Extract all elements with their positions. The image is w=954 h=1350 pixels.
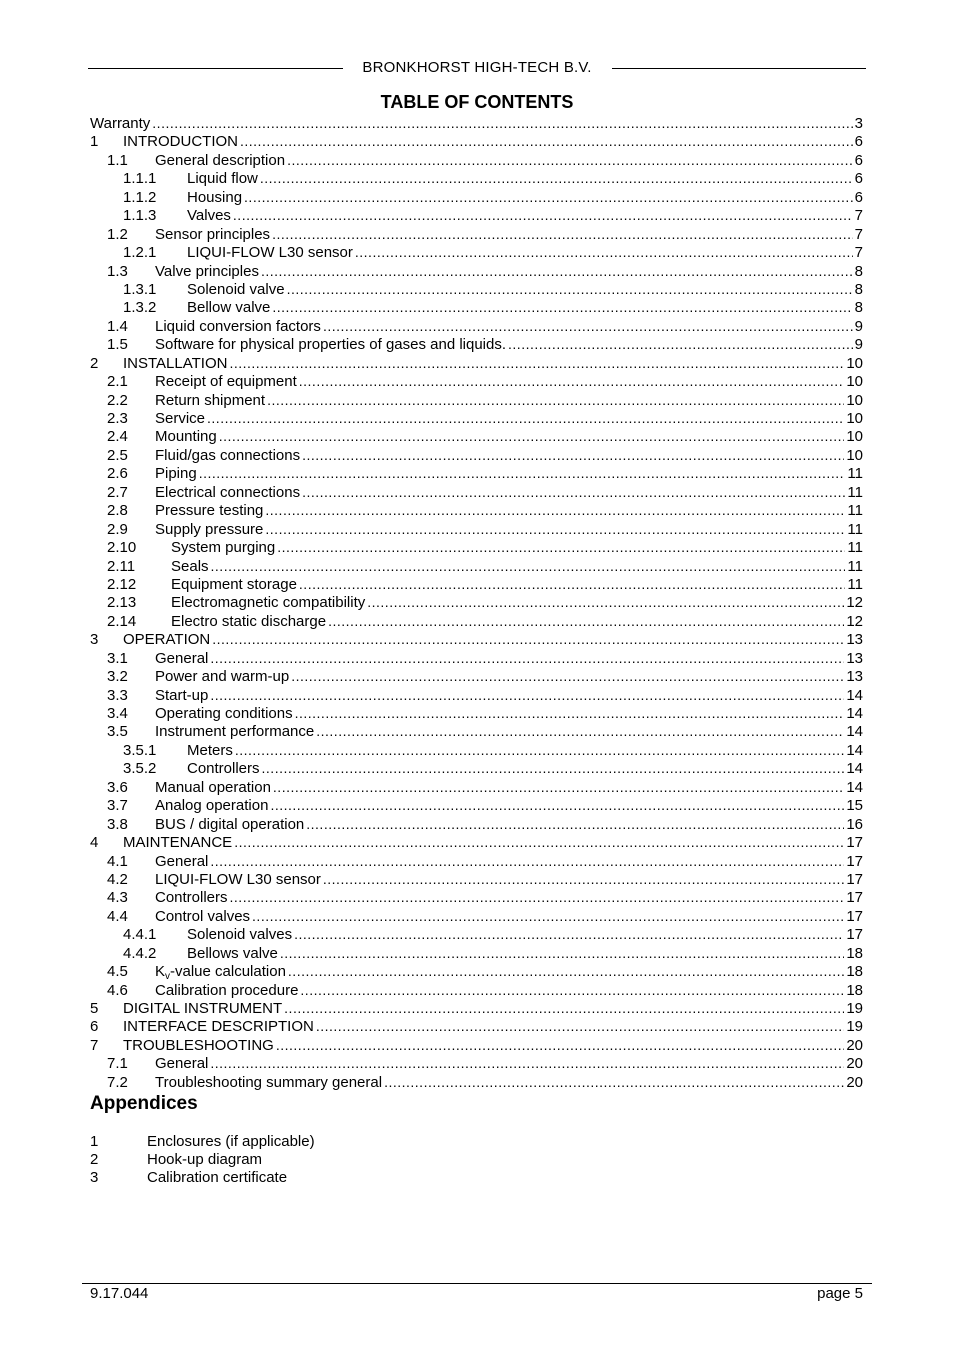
toc-entry-page: 14 bbox=[846, 705, 863, 722]
toc-entry-page: 19 bbox=[846, 1000, 863, 1017]
toc-entry-title: Solenoid valve bbox=[187, 280, 285, 298]
table-of-contents bbox=[90, 114, 863, 1091]
toc-entry-page: 3 bbox=[854, 115, 863, 132]
toc-entry-number: 3.7 bbox=[107, 797, 128, 815]
toc-entry[interactable] bbox=[90, 741, 863, 759]
toc-entry-number: 4.4.2 bbox=[123, 944, 157, 962]
footer-rule bbox=[82, 1283, 872, 1284]
toc-entry-number: 1.1.2 bbox=[123, 188, 157, 206]
toc-entry[interactable] bbox=[90, 759, 863, 777]
toc-entry[interactable] bbox=[90, 870, 863, 888]
toc-dot-leader bbox=[355, 243, 853, 261]
toc-dot-leader bbox=[265, 501, 845, 519]
toc-entry-number: 2.1 bbox=[107, 373, 128, 391]
toc-entry-number: 3.2 bbox=[107, 668, 128, 686]
toc-entry-title: System purging bbox=[171, 539, 276, 557]
toc-entry[interactable] bbox=[90, 391, 863, 409]
toc-entry-page: 15 bbox=[846, 797, 863, 815]
toc-entry[interactable] bbox=[90, 114, 863, 132]
toc-entry-page: 10 bbox=[846, 373, 863, 391]
toc-entry[interactable] bbox=[90, 704, 863, 722]
toc-dot-leader bbox=[199, 464, 846, 482]
toc-dot-leader bbox=[267, 391, 844, 409]
toc-entry-page: 11 bbox=[847, 575, 863, 593]
toc-entry-number: 2.3 bbox=[107, 410, 128, 427]
toc-entry[interactable] bbox=[90, 1017, 863, 1035]
toc-entry-page: 14 bbox=[846, 723, 863, 741]
toc-entry-number: 6 bbox=[90, 1018, 99, 1036]
appendix-item bbox=[90, 1169, 315, 1187]
toc-entry-number: 3.1 bbox=[107, 649, 128, 667]
toc-dot-leader bbox=[230, 888, 845, 906]
toc-entry-page: 11 bbox=[847, 520, 863, 538]
toc-entry-title: Fluid/gas connections bbox=[155, 446, 301, 464]
toc-entry-page: 18 bbox=[846, 944, 863, 962]
toc-entry[interactable] bbox=[90, 1073, 863, 1091]
toc-entry-page: 10 bbox=[846, 428, 863, 446]
toc-entry-page: 13 bbox=[846, 668, 863, 686]
toc-entry-page: 9 bbox=[854, 317, 863, 335]
toc-dot-leader bbox=[302, 483, 845, 501]
toc-entry-title: Bellow valve bbox=[187, 299, 271, 317]
toc-entry[interactable] bbox=[90, 630, 863, 648]
toc-dot-leader bbox=[262, 759, 845, 777]
toc-entry[interactable] bbox=[90, 686, 863, 704]
toc-dot-leader bbox=[235, 741, 844, 759]
toc-dot-leader bbox=[291, 667, 844, 685]
toc-dot-leader bbox=[273, 778, 844, 796]
appendix-item bbox=[90, 1133, 315, 1151]
toc-entry-title: Calibration procedure bbox=[155, 981, 299, 999]
toc-entry-title: Valve principles bbox=[155, 262, 259, 280]
toc-entry-title: Service bbox=[155, 410, 206, 427]
toc-entry-number: 2.14 bbox=[107, 612, 137, 630]
toc-entry-number: 4.1 bbox=[107, 852, 128, 870]
toc-entry-title: Bellows valve bbox=[187, 944, 278, 962]
toc-entry-page: 13 bbox=[846, 631, 863, 649]
toc-entry-page: 6 bbox=[854, 170, 863, 188]
toc-entry-page: 20 bbox=[846, 1055, 863, 1073]
toc-entry[interactable] bbox=[90, 501, 863, 519]
toc-entry-number: 1.2.1 bbox=[123, 244, 157, 262]
toc-dot-leader bbox=[229, 354, 844, 372]
toc-entry-number: 3.3 bbox=[107, 686, 128, 704]
toc-dot-leader bbox=[508, 335, 853, 353]
toc-entry[interactable] bbox=[90, 722, 863, 740]
toc-entry-title: Electro static discharge bbox=[171, 612, 327, 630]
toc-entry[interactable] bbox=[90, 999, 863, 1017]
toc-entry-title: Valves bbox=[187, 207, 231, 225]
toc-entry[interactable] bbox=[90, 225, 863, 243]
appendix-label: Hook-up diagram bbox=[147, 1151, 263, 1169]
toc-entry-page: 10 bbox=[846, 446, 863, 464]
toc-dot-leader bbox=[367, 593, 844, 611]
toc-entry-title: Sensor principles bbox=[155, 225, 271, 243]
toc-dot-leader bbox=[272, 298, 852, 316]
toc-entry[interactable] bbox=[90, 427, 863, 445]
toc-entry[interactable] bbox=[90, 593, 863, 611]
toc-entry-page: 14 bbox=[846, 741, 863, 759]
toc-entry-number: 1.1.3 bbox=[123, 207, 157, 225]
footer-page-number: page 5 bbox=[817, 1285, 863, 1302]
toc-entry-title: Operating conditions bbox=[155, 705, 293, 722]
header-company-name: BRONKHORST HIGH-TECH B.V. bbox=[362, 59, 592, 76]
toc-dot-leader bbox=[328, 612, 844, 630]
toc-entry[interactable] bbox=[90, 907, 863, 925]
toc-entry[interactable] bbox=[90, 1054, 863, 1072]
toc-entry-page: 9 bbox=[854, 336, 863, 354]
toc-entry-number: 4.2 bbox=[107, 870, 128, 888]
toc-dot-leader bbox=[323, 317, 853, 335]
toc-entry-page: 8 bbox=[854, 280, 863, 298]
appendix-number: 3 bbox=[90, 1169, 99, 1187]
toc-entry[interactable] bbox=[90, 317, 863, 335]
toc-entry-title: Manual operation bbox=[155, 778, 271, 796]
toc-entry-number: 2.12 bbox=[107, 575, 137, 593]
toc-entry-title: Controllers bbox=[155, 889, 228, 907]
toc-dot-leader bbox=[211, 557, 846, 575]
toc-entry-title-subscript: v bbox=[165, 971, 171, 983]
toc-entry-number: 1.1.1 bbox=[123, 170, 157, 188]
toc-dot-leader bbox=[306, 815, 844, 833]
toc-entry-title: General bbox=[155, 1055, 209, 1073]
toc-entry-title: Housing bbox=[187, 188, 243, 206]
toc-entry[interactable] bbox=[90, 575, 863, 593]
toc-entry[interactable] bbox=[90, 372, 863, 390]
toc-entry-page: 18 bbox=[846, 981, 863, 999]
toc-entry-number: 4 bbox=[90, 834, 99, 852]
toc-entry-number: 2.9 bbox=[107, 520, 128, 538]
toc-entry-title: Meters bbox=[187, 741, 233, 759]
toc-entry[interactable] bbox=[90, 280, 863, 298]
toc-dot-leader bbox=[287, 280, 853, 298]
toc-entry-title: Instrument performance bbox=[155, 723, 315, 741]
toc-entry-number: 1.2 bbox=[107, 225, 128, 243]
appendix-number: 2 bbox=[90, 1151, 99, 1169]
toc-entry-title: Receipt of equipment bbox=[155, 373, 297, 391]
toc-entry-page: 20 bbox=[846, 1073, 863, 1091]
toc-dot-leader bbox=[316, 1017, 844, 1035]
toc-entry[interactable] bbox=[90, 981, 863, 999]
toc-entry-title: Supply pressure bbox=[155, 520, 264, 538]
toc-dot-leader bbox=[260, 169, 853, 187]
toc-entry-title: Software for physical properties of gases and liquids. bbox=[155, 336, 507, 354]
toc-entry-page: 16 bbox=[846, 815, 863, 833]
toc-entry-page: 8 bbox=[854, 299, 863, 317]
toc-entry[interactable] bbox=[90, 520, 863, 538]
toc-entry[interactable] bbox=[90, 852, 863, 870]
toc-entry[interactable] bbox=[90, 778, 863, 796]
toc-entry-title: Troubleshooting summary general bbox=[155, 1073, 383, 1091]
toc-entry-title: Equipment storage bbox=[171, 575, 297, 593]
toc-dot-leader bbox=[280, 944, 844, 962]
toc-dot-leader bbox=[210, 686, 844, 704]
toc-entry-page: 14 bbox=[846, 778, 863, 796]
toc-entry-title: INTRODUCTION bbox=[123, 133, 238, 151]
toc-entry-title: General bbox=[155, 852, 209, 870]
toc-entry-page: 8 bbox=[854, 262, 863, 280]
page-header bbox=[88, 58, 866, 78]
toc-entry-number: 7.1 bbox=[107, 1055, 128, 1073]
toc-entry-number: 2 bbox=[90, 354, 99, 372]
toc-dot-leader bbox=[284, 999, 844, 1017]
toc-entry-title: OPERATION bbox=[123, 631, 211, 649]
toc-entry-title: Mounting bbox=[155, 428, 217, 446]
toc-entry-title: INSTALLATION bbox=[123, 354, 228, 372]
toc-entry[interactable] bbox=[90, 446, 863, 464]
toc-entry-page: 14 bbox=[846, 686, 863, 704]
toc-entry-number: 4.4.1 bbox=[123, 926, 157, 944]
toc-entry-page: 19 bbox=[846, 1018, 863, 1036]
toc-entry[interactable] bbox=[90, 1036, 863, 1054]
toc-entry-page: 10 bbox=[846, 391, 863, 409]
toc-dot-leader bbox=[265, 520, 845, 538]
toc-entry[interactable] bbox=[90, 262, 863, 280]
toc-entry-page: 17 bbox=[846, 852, 863, 870]
toc-entry-page: 11 bbox=[847, 465, 863, 483]
toc-entry-number: 2.5 bbox=[107, 446, 128, 464]
toc-dot-leader bbox=[234, 833, 844, 851]
toc-entry-page: 6 bbox=[854, 188, 863, 206]
toc-entry-number: 1.3.2 bbox=[123, 299, 157, 317]
toc-entry-number: 1.5 bbox=[107, 336, 128, 354]
toc-dot-leader bbox=[252, 907, 844, 925]
toc-dot-leader bbox=[287, 151, 853, 169]
toc-dot-leader bbox=[299, 575, 846, 593]
toc-entry-title: LIQUI-FLOW L30 sensor bbox=[187, 244, 353, 262]
toc-dot-leader bbox=[210, 852, 844, 870]
toc-entry-title: Return shipment bbox=[155, 391, 266, 409]
toc-entry-page: 20 bbox=[846, 1036, 863, 1054]
toc-entry-title: MAINTENANCE bbox=[123, 834, 233, 852]
toc-entry-number: 2.13 bbox=[107, 594, 137, 612]
appendices-title: Appendices bbox=[90, 1093, 198, 1114]
toc-entry[interactable] bbox=[90, 464, 863, 482]
toc-dot-leader bbox=[244, 188, 853, 206]
toc-entry-page: 13 bbox=[846, 649, 863, 667]
toc-entry-title: Warranty bbox=[90, 115, 151, 132]
toc-entry-title: Solenoid valves bbox=[187, 926, 293, 944]
toc-entry[interactable] bbox=[90, 354, 863, 372]
toc-entry[interactable] bbox=[90, 815, 863, 833]
toc-entry-page: 12 bbox=[846, 594, 863, 612]
toc-entry-page: 12 bbox=[846, 612, 863, 630]
toc-entry[interactable] bbox=[90, 925, 863, 943]
toc-dot-leader bbox=[276, 1036, 844, 1054]
toc-entry-number: 1.1 bbox=[107, 151, 128, 169]
toc-entry[interactable] bbox=[90, 796, 863, 814]
toc-entry-title: Controllers bbox=[187, 760, 260, 778]
footer-doc-number: 9.17.044 bbox=[90, 1285, 149, 1302]
toc-entry-number: 1.3.1 bbox=[123, 280, 157, 298]
toc-dot-leader bbox=[212, 630, 844, 648]
toc-entry-number: 4.5 bbox=[107, 963, 128, 981]
toc-entry-number: 3 bbox=[90, 631, 99, 649]
toc-entry-number: 3.5.1 bbox=[123, 741, 157, 759]
toc-entry-number: 5 bbox=[90, 1000, 99, 1017]
toc-dot-leader bbox=[261, 262, 853, 280]
toc-dot-leader bbox=[240, 132, 853, 150]
toc-entry[interactable] bbox=[90, 833, 863, 851]
toc-entry-number: 2.8 bbox=[107, 502, 128, 520]
toc-dot-leader bbox=[294, 925, 844, 943]
toc-dot-leader bbox=[300, 981, 844, 999]
toc-entry-number: 2.7 bbox=[107, 483, 128, 501]
toc-entry-number: 7 bbox=[90, 1036, 99, 1054]
toc-entry-page: 11 bbox=[847, 557, 863, 575]
toc-dot-leader bbox=[210, 1054, 844, 1072]
toc-entry-page: 10 bbox=[846, 410, 863, 427]
toc-dot-leader bbox=[323, 870, 844, 888]
toc-entry-number: 4.3 bbox=[107, 889, 128, 907]
toc-entry[interactable] bbox=[90, 649, 863, 667]
toc-entry-page: 6 bbox=[854, 151, 863, 169]
toc-dot-leader bbox=[384, 1073, 844, 1091]
toc-entry-page: 17 bbox=[846, 834, 863, 852]
toc-entry-title-part: K bbox=[155, 963, 166, 981]
toc-entry-number: 1 bbox=[90, 133, 99, 151]
toc-entry-number: 4.6 bbox=[107, 981, 128, 999]
toc-dot-leader bbox=[288, 962, 844, 980]
toc-entry-title: Start-up bbox=[155, 686, 209, 704]
toc-dot-leader bbox=[233, 206, 853, 224]
toc-dot-leader bbox=[207, 409, 844, 427]
toc-entry-page: 7 bbox=[854, 207, 863, 225]
toc-entry-title: Electrical connections bbox=[155, 483, 301, 501]
toc-entry[interactable] bbox=[90, 944, 863, 962]
toc-entry-title: Pressure testing bbox=[155, 502, 264, 520]
toc-entry-title: General description bbox=[155, 151, 286, 169]
toc-entry-title: DIGITAL INSTRUMENT bbox=[123, 1000, 283, 1017]
toc-entry[interactable] bbox=[90, 962, 863, 983]
toc-dot-leader bbox=[277, 538, 845, 556]
toc-entry[interactable] bbox=[90, 667, 863, 685]
appendix-label: Calibration certificate bbox=[147, 1169, 288, 1187]
toc-entry-title: Piping bbox=[155, 465, 197, 483]
toc-entry[interactable] bbox=[90, 612, 863, 630]
toc-entry[interactable] bbox=[90, 888, 863, 906]
toc-entry-title: Seals bbox=[171, 557, 209, 575]
toc-entry[interactable] bbox=[90, 132, 863, 150]
toc-entry-page: 7 bbox=[854, 225, 863, 243]
toc-entry-number: 3.6 bbox=[107, 778, 128, 796]
toc-entry-title: Electromagnetic compatibility bbox=[171, 594, 366, 612]
toc-entry-page: 11 bbox=[847, 502, 863, 520]
toc-entry[interactable] bbox=[90, 151, 863, 169]
toc-entry-page: 10 bbox=[846, 354, 863, 372]
toc-entry-number: 1.4 bbox=[107, 317, 128, 335]
toc-entry[interactable] bbox=[90, 243, 863, 261]
toc-entry[interactable] bbox=[90, 557, 863, 575]
toc-dot-leader bbox=[316, 722, 844, 740]
appendix-number: 1 bbox=[90, 1133, 99, 1150]
toc-entry-page: 14 bbox=[846, 760, 863, 778]
toc-dot-leader bbox=[272, 225, 853, 243]
toc-entry[interactable] bbox=[90, 298, 863, 316]
toc-entry-number: 2.4 bbox=[107, 428, 128, 446]
toc-entry-number: 3.8 bbox=[107, 815, 128, 833]
toc-entry-number: 3.4 bbox=[107, 705, 128, 722]
toc-dot-leader bbox=[152, 114, 852, 132]
toc-dot-leader bbox=[270, 796, 844, 814]
toc-entry-page: 18 bbox=[846, 963, 863, 981]
appendix-item bbox=[90, 1151, 315, 1169]
toc-entry-title: TROUBLESHOOTING bbox=[123, 1036, 274, 1054]
toc-entry[interactable] bbox=[90, 538, 863, 556]
toc-dot-leader bbox=[295, 704, 845, 722]
toc-entry-page: 17 bbox=[846, 926, 863, 944]
toc-entry-title: Analog operation bbox=[155, 797, 269, 815]
appendix-list bbox=[90, 1133, 315, 1188]
toc-entry-number: 2.2 bbox=[107, 391, 128, 409]
toc-entry[interactable] bbox=[90, 169, 863, 187]
toc-entry-title: BUS / digital operation bbox=[155, 815, 305, 833]
toc-entry[interactable] bbox=[90, 335, 863, 353]
toc-entry[interactable] bbox=[90, 409, 863, 427]
toc-entry-title: INTERFACE DESCRIPTION bbox=[123, 1018, 314, 1036]
toc-entry-title: General bbox=[155, 649, 209, 667]
toc-entry-page: 6 bbox=[854, 133, 863, 151]
toc-entry-number: 3.5.2 bbox=[123, 760, 157, 778]
toc-entry-page: 11 bbox=[847, 539, 863, 557]
toc-entry-page: 17 bbox=[846, 907, 863, 925]
toc-entry-title: Liquid conversion factors bbox=[155, 317, 321, 335]
toc-entry-title: Control valves bbox=[155, 907, 251, 925]
toc-entry[interactable] bbox=[90, 188, 863, 206]
toc-dot-leader bbox=[299, 372, 845, 390]
toc-entry-title: LIQUI-FLOW L30 sensor bbox=[155, 870, 321, 888]
appendix-label: Enclosures (if applicable) bbox=[147, 1133, 315, 1150]
toc-title: TABLE OF CONTENTS bbox=[380, 92, 574, 112]
toc-entry-number: 2.6 bbox=[107, 465, 128, 483]
toc-dot-leader bbox=[219, 427, 845, 445]
toc-entry-number: 2.10 bbox=[107, 539, 137, 557]
toc-entry-title-part: -value calculation bbox=[170, 963, 286, 981]
toc-entry[interactable] bbox=[90, 206, 863, 224]
toc-entry-number: 2.11 bbox=[107, 557, 136, 575]
toc-entry-page: 7 bbox=[854, 244, 863, 262]
toc-entry-number: 1.3 bbox=[107, 262, 128, 280]
toc-entry-number: 4.4 bbox=[107, 907, 128, 925]
toc-entry-page: 17 bbox=[846, 870, 863, 888]
toc-entry-number: 7.2 bbox=[107, 1073, 128, 1091]
toc-dot-leader bbox=[210, 649, 844, 667]
toc-entry[interactable] bbox=[90, 483, 863, 501]
toc-entry-number: 3.5 bbox=[107, 723, 128, 741]
toc-entry-title: Liquid flow bbox=[187, 170, 258, 188]
toc-dot-leader bbox=[302, 446, 844, 464]
toc-entry-page: 11 bbox=[847, 483, 863, 501]
toc-entry-title: Power and warm-up bbox=[155, 668, 290, 686]
toc-entry-page: 17 bbox=[846, 889, 863, 907]
